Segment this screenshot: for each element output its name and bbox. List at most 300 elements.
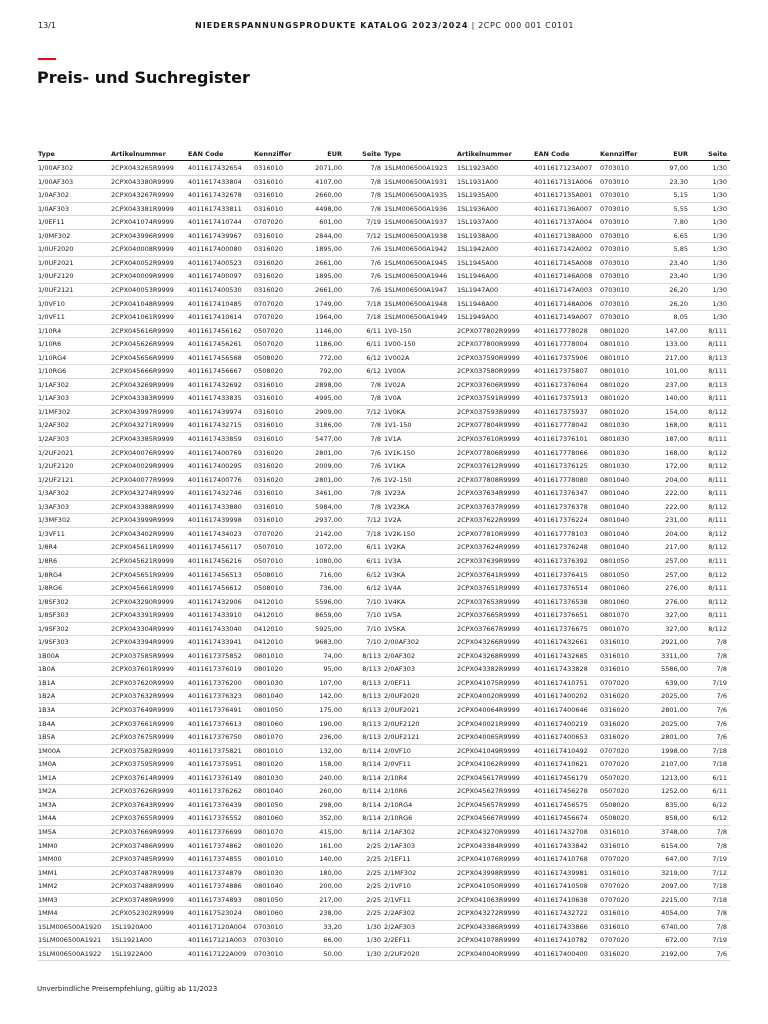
ean-code-cell: 4011617376125 bbox=[534, 462, 588, 471]
article-number-cell: 2CPX037624R9999 bbox=[457, 543, 520, 552]
code-number-cell: 0703010 bbox=[600, 204, 629, 213]
price-cell: 97,00 bbox=[669, 164, 688, 172]
price-cell: 2142,00 bbox=[315, 529, 342, 538]
ean-code-cell: 4011617376699 bbox=[188, 827, 242, 836]
type-cell: 1/1MF302 bbox=[38, 407, 71, 416]
article-number-cell: 2CPX037620R9999 bbox=[111, 678, 174, 687]
page-cell: 8/111 bbox=[708, 421, 727, 430]
ean-code-cell: 4011617410492 bbox=[534, 746, 588, 755]
price-cell: 3461,00 bbox=[315, 489, 342, 498]
price-cell: 4107,00 bbox=[315, 177, 342, 186]
column-header-price: EUR bbox=[327, 150, 342, 158]
page-cell: 7/18 bbox=[366, 313, 381, 322]
article-number-cell: 2CPX043266R9999 bbox=[457, 638, 520, 647]
table-row bbox=[384, 867, 730, 881]
type-cell: 2/1VF10 bbox=[384, 882, 411, 891]
price-cell: 2009,00 bbox=[315, 462, 342, 471]
table-row bbox=[38, 880, 384, 894]
type-cell: 1B2A bbox=[38, 692, 56, 701]
page-cell: 1/30 bbox=[712, 231, 727, 240]
article-number-cell: 2CPX037489R9999 bbox=[111, 895, 174, 904]
price-cell: 276,00 bbox=[665, 597, 688, 606]
table-row bbox=[384, 812, 730, 826]
article-number-cell: 2CPX037582R9999 bbox=[111, 746, 174, 755]
table-row bbox=[38, 311, 384, 325]
code-number-cell: 0801020 bbox=[254, 665, 283, 674]
article-number-cell: 2CPX037643R9999 bbox=[111, 800, 174, 809]
type-cell: 1SLM006500A1948 bbox=[384, 299, 448, 308]
ean-code-cell: 4011617456117 bbox=[188, 543, 242, 552]
ean-code-cell: 4011617138A000 bbox=[534, 231, 593, 240]
price-cell: 240,00 bbox=[319, 773, 342, 782]
article-number-cell: 2CPX041075R9999 bbox=[457, 678, 520, 687]
page-cell: 7/6 bbox=[370, 245, 381, 254]
page-cell: 6/12 bbox=[712, 814, 727, 823]
type-cell: 1SLM006500A1923 bbox=[384, 164, 448, 172]
price-cell: 2661,00 bbox=[315, 285, 342, 294]
article-number-cell: 2CPX043383R9999 bbox=[111, 394, 174, 403]
ean-code-cell: 4011617439998 bbox=[188, 516, 242, 525]
ean-code-cell: 4011617376224 bbox=[534, 516, 588, 525]
price-cell: 140,00 bbox=[665, 394, 688, 403]
code-number-cell: 0801040 bbox=[600, 489, 629, 498]
code-number-cell: 0508010 bbox=[254, 570, 283, 579]
article-number-cell: 2CPX043385R9999 bbox=[111, 435, 174, 443]
ean-code-cell: 4011617400080 bbox=[188, 245, 242, 254]
page-cell: 8/113 bbox=[362, 692, 381, 701]
ean-code-cell: 4011617456674 bbox=[534, 814, 588, 823]
document-code: 2CPC 000 001 C0101 bbox=[478, 21, 575, 30]
code-number-cell: 0316010 bbox=[600, 665, 629, 674]
type-cell: 1SLM006500A1922 bbox=[38, 949, 102, 958]
page-cell: 7/6 bbox=[716, 706, 727, 714]
table-row bbox=[38, 840, 384, 854]
price-cell: 133,00 bbox=[665, 340, 688, 349]
code-number-cell: 0316010 bbox=[600, 909, 629, 918]
price-cell: 222,00 bbox=[665, 502, 688, 511]
page-cell: 7/10 bbox=[366, 638, 381, 647]
type-cell: 1SLM006500A1936 bbox=[384, 204, 448, 213]
code-number-cell: 0801020 bbox=[254, 760, 283, 769]
type-cell: 1V23A bbox=[384, 489, 406, 498]
table-row bbox=[384, 433, 730, 447]
article-number-cell: 1SL1936A00 bbox=[457, 204, 499, 213]
price-cell: 327,00 bbox=[665, 611, 688, 620]
code-number-cell: 0316020 bbox=[254, 258, 283, 267]
table-row bbox=[384, 745, 730, 759]
article-number-cell: 2CPX043268R9999 bbox=[457, 651, 520, 660]
code-number-cell: 0801010 bbox=[254, 651, 283, 660]
page-cell: 8/112 bbox=[708, 502, 727, 511]
page-cell: 1/30 bbox=[712, 204, 727, 213]
article-number-cell: 1SL1949A00 bbox=[457, 313, 499, 322]
page-cell: 7/19 bbox=[712, 678, 727, 687]
article-number-cell: 2CPX037661R9999 bbox=[111, 719, 174, 728]
price-cell: 161,00 bbox=[319, 841, 342, 850]
price-cell: 2660,00 bbox=[315, 191, 342, 200]
ean-code-cell: 4011617400097 bbox=[188, 272, 242, 281]
type-cell: 1MM4 bbox=[38, 909, 58, 918]
table-row bbox=[384, 501, 730, 515]
code-number-cell: 0801010 bbox=[600, 340, 629, 349]
page-cell: 7/10 bbox=[366, 611, 381, 620]
type-cell: 1V2A bbox=[384, 516, 402, 525]
page-cell: 1/30 bbox=[712, 299, 727, 308]
price-cell: 5,55 bbox=[673, 204, 688, 213]
ean-code-cell: 4011617121A003 bbox=[188, 936, 247, 945]
page-cell: 8/111 bbox=[708, 367, 727, 376]
type-cell: 1/9SF302 bbox=[38, 624, 69, 633]
article-number-cell: 2CPX045621R9999 bbox=[111, 556, 174, 565]
code-number-cell: 0316020 bbox=[254, 285, 283, 294]
ean-code-cell: 4011617376552 bbox=[188, 814, 242, 823]
price-cell: 172,00 bbox=[665, 462, 688, 471]
article-number-cell: 2CPX037580R9999 bbox=[457, 367, 520, 376]
page-number: 13/1 bbox=[38, 21, 56, 30]
table-row bbox=[38, 501, 384, 515]
type-cell: 1B5A bbox=[38, 733, 56, 742]
article-number-cell: 2CPX037641R9999 bbox=[457, 570, 520, 579]
table-row bbox=[384, 663, 730, 677]
price-cell: 26,20 bbox=[669, 285, 688, 294]
code-number-cell: 0801020 bbox=[600, 326, 629, 335]
ean-code-cell: 4011617376392 bbox=[534, 556, 588, 565]
type-cell: 2/0VF11 bbox=[384, 760, 411, 769]
page-header bbox=[38, 21, 730, 33]
page-cell: 7/6 bbox=[370, 462, 381, 471]
article-number-cell: 2CPX040077R9999 bbox=[111, 475, 174, 484]
price-cell: 180,00 bbox=[319, 868, 342, 877]
type-cell: 1SLM006500A1947 bbox=[384, 285, 448, 294]
type-cell: 2/1AF303 bbox=[384, 841, 416, 850]
code-number-cell: 0801020 bbox=[600, 394, 629, 403]
table-row bbox=[384, 718, 730, 732]
table-row bbox=[38, 663, 384, 677]
type-cell: 1M0A bbox=[38, 760, 57, 769]
price-cell: 639,00 bbox=[665, 678, 688, 687]
code-number-cell: 0801050 bbox=[254, 800, 283, 809]
price-cell: 3186,00 bbox=[315, 421, 342, 430]
code-number-cell: 0801010 bbox=[254, 855, 283, 864]
code-number-cell: 0316020 bbox=[600, 949, 629, 958]
type-cell: 1/8SF302 bbox=[38, 597, 69, 606]
ean-code-cell: 4011617456278 bbox=[534, 787, 588, 796]
article-number-cell: 2CPX040009R9999 bbox=[111, 272, 174, 281]
table-row bbox=[384, 284, 730, 298]
page-cell: 1/30 bbox=[366, 922, 381, 931]
type-cell: 1B3A bbox=[38, 706, 56, 714]
article-number-cell: 2CPX041062R9999 bbox=[457, 760, 520, 769]
price-cell: 772,00 bbox=[319, 353, 342, 362]
table-row bbox=[38, 785, 384, 799]
page-cell: 8/114 bbox=[362, 760, 381, 769]
ean-code-cell: 4011617433842 bbox=[534, 841, 588, 850]
code-number-cell: 0507010 bbox=[254, 556, 283, 565]
code-number-cell: 0412010 bbox=[254, 611, 283, 620]
ean-code-cell: 4011617376149 bbox=[188, 773, 242, 782]
ean-code-cell: 4011617410508 bbox=[534, 882, 588, 891]
code-number-cell: 0707020 bbox=[254, 218, 283, 227]
type-cell: 1V23KA bbox=[384, 502, 410, 511]
type-cell: 1/10R6 bbox=[38, 340, 62, 349]
type-cell: 1V3A bbox=[384, 556, 402, 565]
page-cell: 7/6 bbox=[370, 285, 381, 294]
table-row bbox=[38, 609, 384, 623]
table-row bbox=[384, 650, 730, 664]
type-cell: 1B0A bbox=[38, 665, 56, 674]
type-cell: 1V1KA bbox=[384, 462, 406, 471]
column-header-article-number: Artikelnummer bbox=[111, 150, 166, 158]
article-number-cell: 1SL1938A00 bbox=[457, 231, 499, 240]
table-row bbox=[384, 853, 730, 867]
article-number-cell: 2CPX045611R9999 bbox=[111, 543, 174, 552]
page-cell: 7/8 bbox=[716, 665, 727, 674]
page-cell: 7/6 bbox=[716, 719, 727, 728]
type-cell: 1V1-150 bbox=[384, 421, 412, 430]
price-cell: 4995,00 bbox=[315, 394, 342, 403]
article-number-cell: 2CPX041061R9999 bbox=[111, 313, 174, 322]
price-cell: 231,00 bbox=[665, 516, 688, 525]
price-cell: 6154,00 bbox=[661, 841, 688, 850]
price-cell: 2071,00 bbox=[315, 164, 342, 172]
ean-code-cell: 4011617410614 bbox=[188, 313, 242, 322]
code-number-cell: 0801040 bbox=[600, 475, 629, 484]
table-row bbox=[384, 230, 730, 244]
code-number-cell: 0707020 bbox=[600, 678, 629, 687]
type-cell: 1V4A bbox=[384, 584, 402, 593]
table-row bbox=[384, 934, 730, 948]
code-number-cell: 0703010 bbox=[600, 272, 629, 281]
price-cell: 23,40 bbox=[669, 258, 688, 267]
code-number-cell: 0801050 bbox=[254, 706, 283, 714]
article-number-cell: 2CPX037488R9999 bbox=[111, 882, 174, 891]
price-cell: 66,00 bbox=[323, 936, 342, 945]
table-row bbox=[384, 203, 730, 217]
table-row bbox=[38, 934, 384, 948]
type-cell: 1V2-150 bbox=[384, 475, 412, 484]
ean-code-cell: 4011617376378 bbox=[534, 502, 588, 511]
page-cell: 7/8 bbox=[370, 164, 381, 172]
ean-code-cell: 4011617400295 bbox=[188, 462, 242, 471]
code-number-cell: 0801040 bbox=[254, 882, 283, 891]
code-number-cell: 0316020 bbox=[600, 733, 629, 742]
code-number-cell: 0316020 bbox=[254, 475, 283, 484]
catalog-title-line bbox=[195, 21, 574, 30]
table-row bbox=[384, 162, 730, 176]
page-cell: 7/8 bbox=[370, 177, 381, 186]
ean-code-cell: 4011617376248 bbox=[534, 543, 588, 552]
article-number-cell: 2CPX077810R9999 bbox=[457, 529, 520, 538]
page-cell: 8/113 bbox=[362, 733, 381, 742]
code-number-cell: 0801050 bbox=[254, 895, 283, 904]
type-cell: 1B4A bbox=[38, 719, 56, 728]
article-number-cell: 2CPX040008R9999 bbox=[111, 245, 174, 254]
code-number-cell: 0801030 bbox=[600, 448, 629, 457]
article-number-cell: 2CPX041050R9999 bbox=[457, 882, 520, 891]
page-cell: 7/6 bbox=[716, 692, 727, 701]
page-cell: 8/111 bbox=[708, 394, 727, 403]
table-row bbox=[38, 433, 384, 447]
type-cell: 2/10RG6 bbox=[384, 814, 413, 823]
price-cell: 5596,00 bbox=[315, 597, 342, 606]
article-number-cell: 2CPX045656R9999 bbox=[111, 353, 174, 362]
table-header bbox=[38, 150, 384, 160]
article-number-cell: 2CPX040052R9999 bbox=[111, 258, 174, 267]
article-number-cell: 2CPX043384R9999 bbox=[457, 841, 520, 850]
type-cell: 2/2AF302 bbox=[384, 909, 416, 918]
article-number-cell: 2CPX041049R9999 bbox=[457, 746, 520, 755]
code-number-cell: 0801070 bbox=[254, 733, 283, 742]
price-cell: 1146,00 bbox=[315, 326, 342, 335]
article-number-cell: 2CPX043997R9999 bbox=[111, 407, 174, 416]
price-cell: 2937,00 bbox=[315, 516, 342, 525]
page-title: Preis- und Suchregister bbox=[37, 68, 250, 87]
table-row bbox=[38, 867, 384, 881]
price-cell: 2661,00 bbox=[315, 258, 342, 267]
page-cell: 6/11 bbox=[366, 543, 381, 552]
page-cell: 7/6 bbox=[370, 272, 381, 281]
article-number-cell: 2CPX037610R9999 bbox=[457, 435, 520, 443]
price-cell: 647,00 bbox=[665, 855, 688, 864]
table-row bbox=[38, 419, 384, 433]
code-number-cell: 0316020 bbox=[600, 692, 629, 701]
price-cell: 4054,00 bbox=[661, 909, 688, 918]
article-number-cell: 2CPX040053R9999 bbox=[111, 285, 174, 294]
price-cell: 352,00 bbox=[319, 814, 342, 823]
type-cell: 1/0UF2120 bbox=[38, 272, 74, 281]
code-number-cell: 0707020 bbox=[600, 746, 629, 755]
table-row bbox=[384, 826, 730, 840]
type-cell: 1V0KA bbox=[384, 407, 406, 416]
code-number-cell: 0801010 bbox=[254, 746, 283, 755]
page-cell: 7/18 bbox=[712, 895, 727, 904]
article-number-cell: 2CPX037593R9999 bbox=[457, 407, 520, 416]
price-cell: 187,00 bbox=[665, 435, 688, 443]
type-cell: 1/9SF303 bbox=[38, 638, 69, 647]
ean-code-cell: 4011617432685 bbox=[534, 651, 588, 660]
page-cell: 1/30 bbox=[366, 949, 381, 958]
ean-code-cell: 4011617439974 bbox=[188, 407, 242, 416]
price-cell: 1895,00 bbox=[315, 245, 342, 254]
price-cell: 101,00 bbox=[665, 367, 688, 376]
ean-code-cell: 4011617456162 bbox=[188, 326, 242, 335]
ean-code-cell: 4011617400219 bbox=[534, 719, 588, 728]
table-row bbox=[384, 582, 730, 596]
ean-code-cell: 4011617149A007 bbox=[534, 313, 593, 322]
page-cell: 7/12 bbox=[366, 231, 381, 240]
table-row bbox=[38, 636, 384, 650]
table-row bbox=[384, 894, 730, 908]
price-cell: 257,00 bbox=[665, 570, 688, 579]
code-number-cell: 0801060 bbox=[254, 814, 283, 823]
article-number-cell: 2CPX043394R9999 bbox=[111, 638, 174, 647]
code-number-cell: 0801030 bbox=[600, 421, 629, 430]
type-cell: 2/1AF302 bbox=[384, 827, 416, 836]
page-cell: 7/8 bbox=[370, 421, 381, 430]
price-cell: 2801,00 bbox=[661, 706, 688, 714]
ean-code-cell: 4011617523024 bbox=[188, 909, 242, 918]
ean-code-cell: 4011617778103 bbox=[534, 529, 588, 538]
article-number-cell: 2CPX043290R9999 bbox=[111, 597, 174, 606]
page-cell: 8/114 bbox=[362, 787, 381, 796]
article-number-cell: 2CPX040029R9999 bbox=[111, 462, 174, 471]
table-row bbox=[384, 677, 730, 691]
ean-code-cell: 4011617410638 bbox=[534, 895, 588, 904]
code-number-cell: 0801070 bbox=[600, 611, 629, 620]
article-number-cell: 2CPX040040R9999 bbox=[457, 949, 520, 958]
ean-code-cell: 4011617376491 bbox=[188, 706, 242, 714]
page-cell: 7/18 bbox=[712, 746, 727, 755]
article-number-cell: 2CPX043402R9999 bbox=[111, 529, 174, 538]
page-cell: 8/111 bbox=[708, 435, 727, 443]
type-cell: 1/00AF302 bbox=[38, 164, 74, 172]
table-row bbox=[384, 176, 730, 190]
column-header-page: Seite bbox=[362, 150, 381, 158]
page-cell: 6/12 bbox=[366, 353, 381, 362]
ean-code-cell: 4011617400202 bbox=[534, 692, 588, 701]
ean-code-cell: 4011617410621 bbox=[534, 760, 588, 769]
article-number-cell: 2CPX045657R9999 bbox=[457, 800, 520, 809]
article-number-cell: 2CPX040064R9999 bbox=[457, 706, 520, 714]
ean-code-cell: 4011617432692 bbox=[188, 380, 242, 389]
code-number-cell: 0507020 bbox=[600, 773, 629, 782]
code-number-cell: 0801050 bbox=[600, 570, 629, 579]
page-cell: 6/11 bbox=[712, 787, 727, 796]
type-cell: 1MM1 bbox=[38, 868, 58, 877]
code-number-cell: 0316020 bbox=[600, 719, 629, 728]
page-cell: 7/19 bbox=[712, 936, 727, 945]
page-cell: 7/8 bbox=[370, 489, 381, 498]
page-cell: 7/8 bbox=[716, 651, 727, 660]
article-number-cell: 2CPX043386R9999 bbox=[457, 922, 520, 931]
page-cell: 8/111 bbox=[708, 475, 727, 484]
table-row bbox=[38, 745, 384, 759]
price-cell: 6740,00 bbox=[661, 922, 688, 931]
table-row bbox=[38, 623, 384, 637]
page-cell: 8/114 bbox=[362, 800, 381, 809]
ean-code-cell: 4011617131A006 bbox=[534, 177, 593, 186]
table-row bbox=[384, 311, 730, 325]
article-number-cell: 2CPX043388R9999 bbox=[111, 502, 174, 511]
code-number-cell: 0801040 bbox=[600, 502, 629, 511]
article-number-cell: 2CPX037665R9999 bbox=[457, 611, 520, 620]
table-row bbox=[38, 487, 384, 501]
ean-code-cell: 4011617410782 bbox=[534, 936, 588, 945]
article-number-cell: 2CPX043304R9999 bbox=[111, 624, 174, 633]
price-cell: 736,00 bbox=[319, 584, 342, 593]
price-cell: 5586,00 bbox=[661, 665, 688, 674]
price-cell: 2909,00 bbox=[315, 407, 342, 416]
price-cell: 2898,00 bbox=[315, 380, 342, 389]
article-number-cell: 2CPX043381R9999 bbox=[111, 204, 174, 213]
type-cell: 1V2KA bbox=[384, 543, 406, 552]
table-row bbox=[384, 840, 730, 854]
type-cell: 1/8SF303 bbox=[38, 611, 69, 620]
article-number-cell: 2CPX040020R9999 bbox=[457, 692, 520, 701]
type-cell: 1MM2 bbox=[38, 882, 58, 891]
price-cell: 672,00 bbox=[665, 936, 688, 945]
table-row bbox=[384, 338, 730, 352]
page-cell: 1/30 bbox=[712, 191, 727, 200]
table-row bbox=[384, 555, 730, 569]
price-cell: 2192,00 bbox=[661, 949, 688, 958]
page-cell: 6/12 bbox=[366, 584, 381, 593]
type-cell: 1/10RG4 bbox=[38, 353, 67, 362]
ean-code-cell: 4011617374879 bbox=[188, 868, 242, 877]
type-cell: 1M1A bbox=[38, 773, 57, 782]
ean-code-cell: 4011617778042 bbox=[534, 421, 588, 430]
table-row bbox=[384, 880, 730, 894]
